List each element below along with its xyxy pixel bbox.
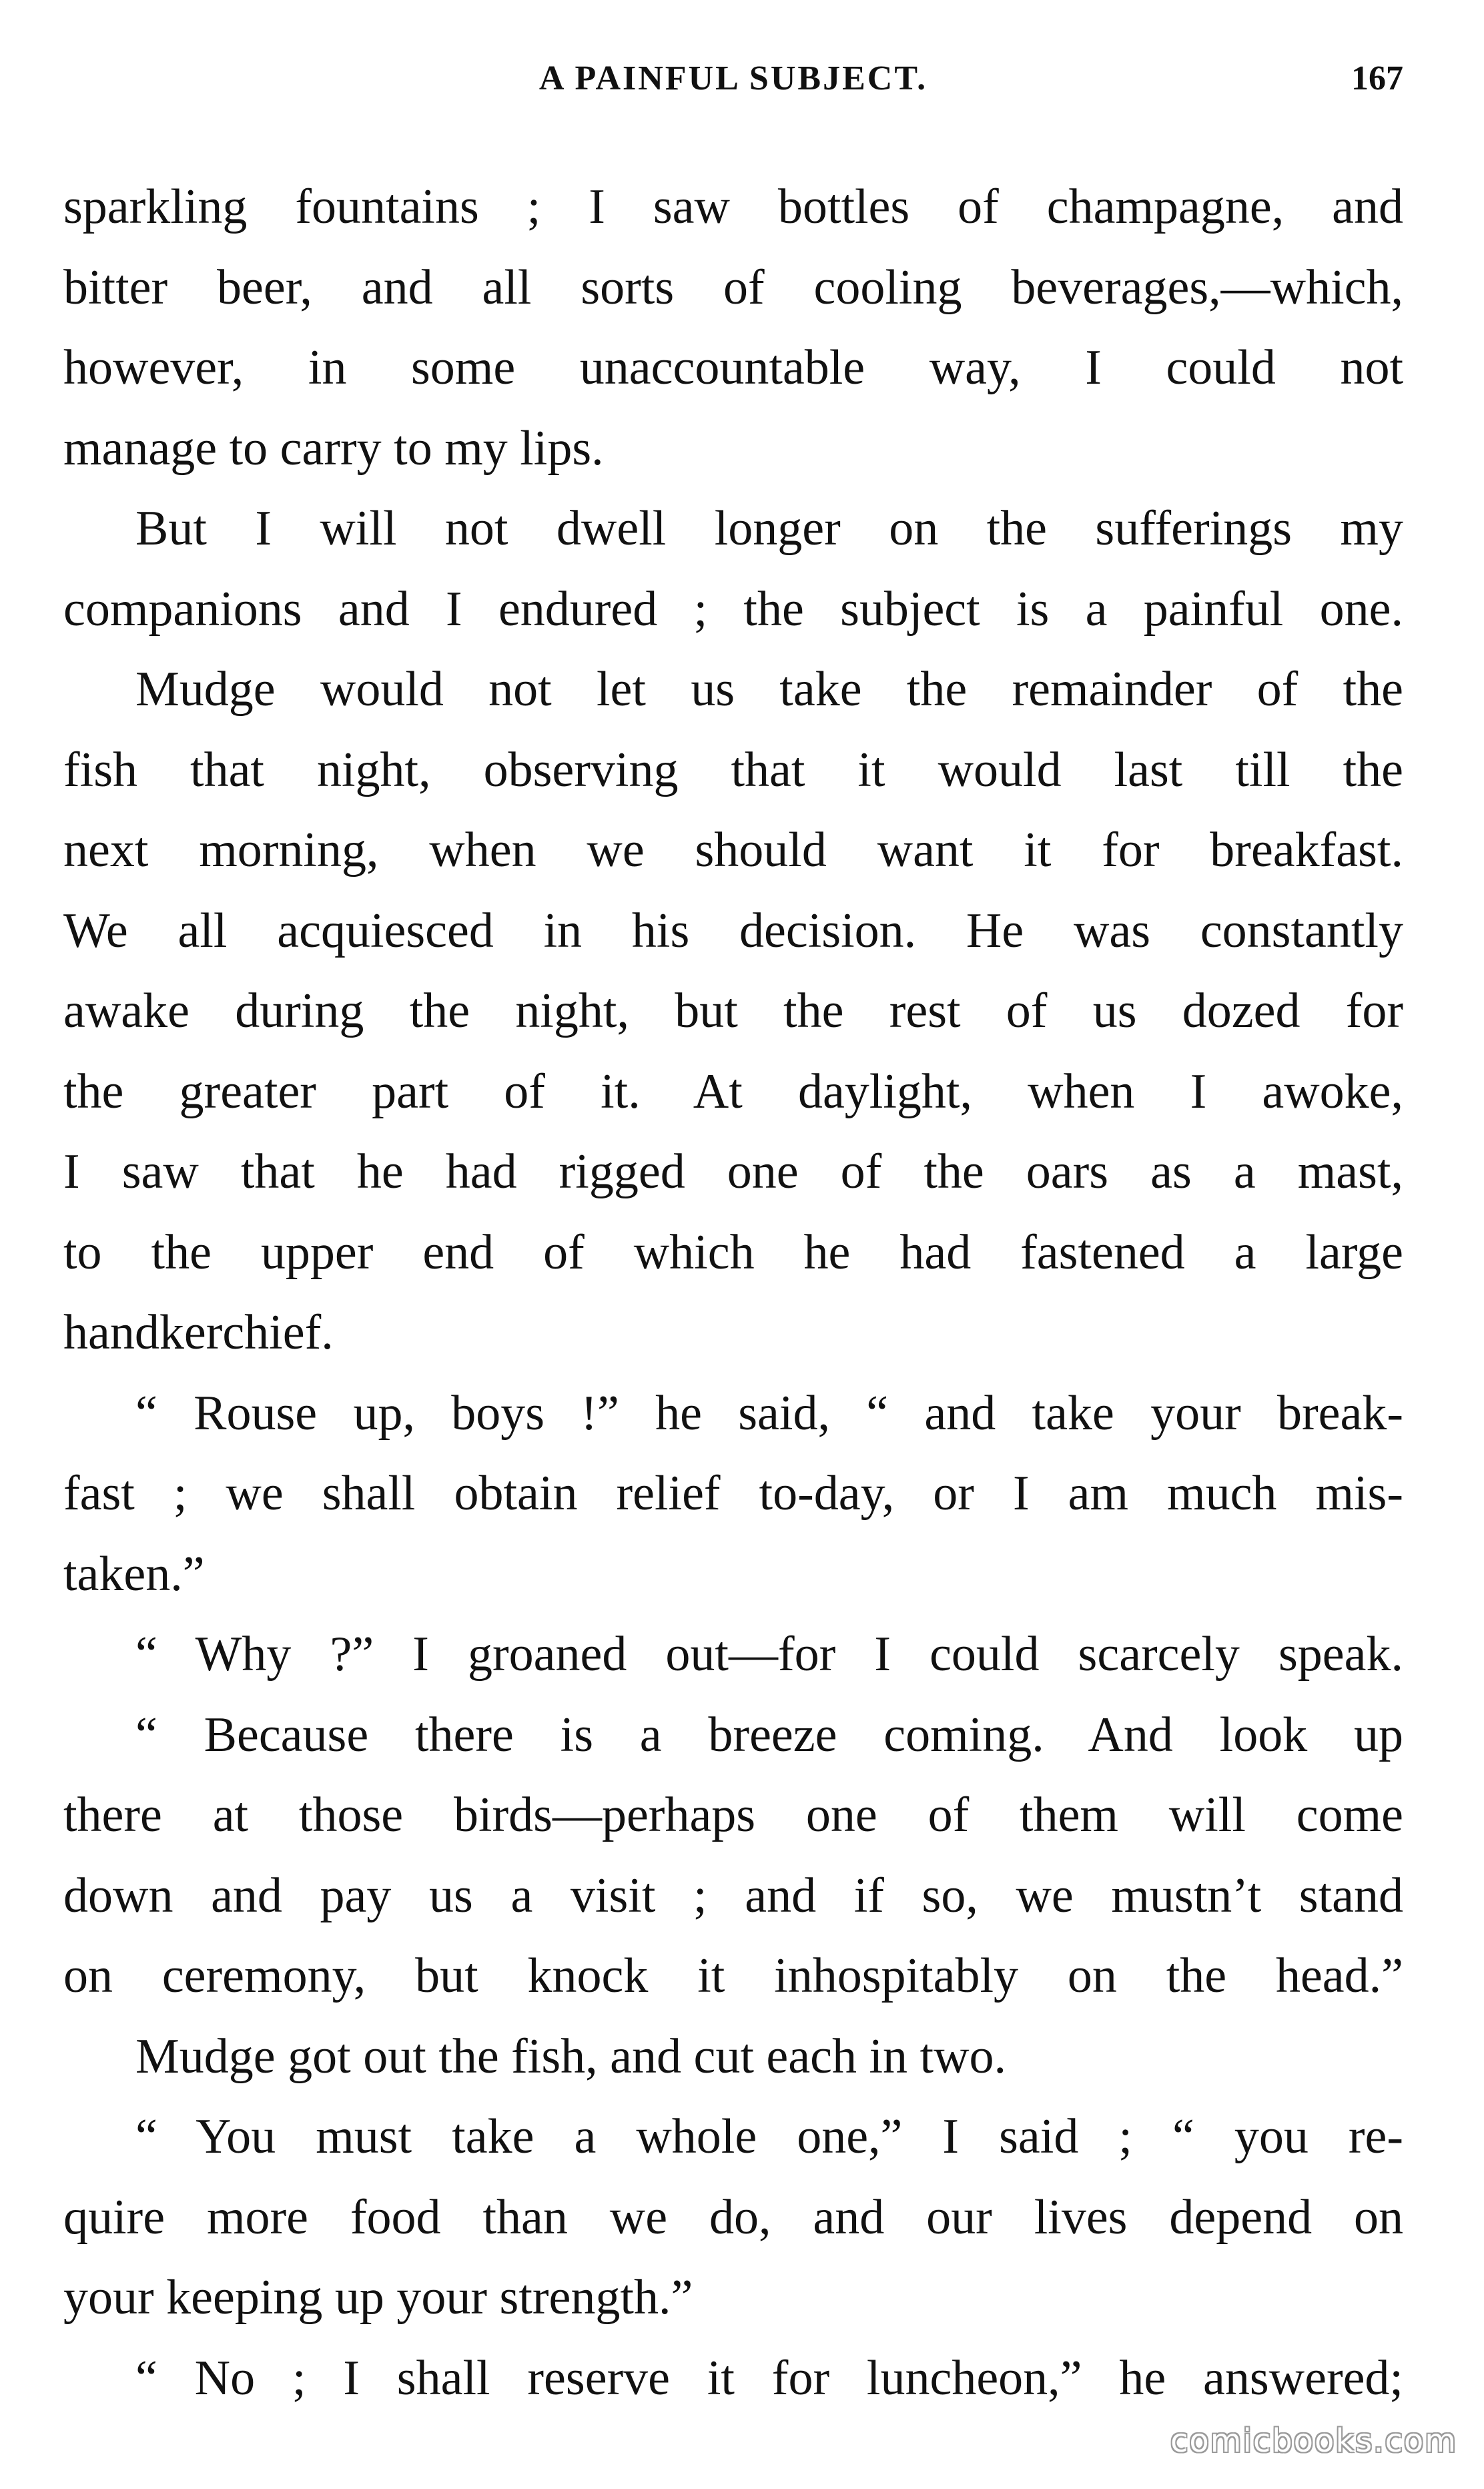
- text-line: fish that night, observing that it would last till the: [63, 742, 1403, 797]
- text-line: I saw that he had rigged one of the oars as a mast,: [63, 1144, 1403, 1199]
- text-line: however, in some unaccountable way, I could not: [63, 340, 1403, 395]
- text-line: quire more food than we do, and our lives depend on: [63, 2189, 1403, 2245]
- running-title: A PAINFUL SUBJECT.: [538, 59, 928, 97]
- text-line: We all acquiesced in his decision. He was constantly: [63, 903, 1403, 958]
- text-line: there at those birds—perhaps one of them will come: [63, 1788, 1403, 1842]
- text-line: handkerchief.: [63, 1305, 334, 1360]
- text-line: Mudge would not let us take the remainder of the: [135, 662, 1403, 717]
- text-line: But I will not dwell longer on the sufferings my: [135, 501, 1403, 556]
- text-line: your keeping up your strength.”: [63, 2270, 693, 2325]
- text-line: “ You must take a whole one,” I said ; “ you re-: [135, 2109, 1403, 2164]
- text-line: taken.”: [63, 1546, 205, 1602]
- text-line: “ Because there is a breeze coming. And look up: [135, 1707, 1403, 1762]
- text-line: manage to carry to my lips.: [63, 420, 604, 476]
- running-head: [63, 59, 1403, 112]
- text-line: “ Why ?” I groaned out—for I could scarcely speak.: [135, 1627, 1403, 1682]
- text-line: on ceremony, but knock it inhospitably on the head.”: [63, 1948, 1403, 2003]
- text-line: next morning, when we should want it for breakfast.: [63, 823, 1403, 877]
- page-number: 167: [1351, 59, 1403, 97]
- text-line: “ Rouse up, boys !” he said, “ and take your break-: [135, 1385, 1403, 1441]
- text-line: awake during the night, but the rest of us dozed for: [63, 984, 1403, 1038]
- text-line: down and pay us a visit ; and if so, we mustn’t stand: [63, 1868, 1403, 1923]
- text-line: companions and I endured ; the subject is a painful one.: [63, 581, 1403, 637]
- text-line: the greater part of it. At daylight, when I awoke,: [63, 1064, 1403, 1119]
- text-line: “ No ; I shall reserve it for luncheon,” he answered;: [135, 2350, 1403, 2406]
- text-line: fast ; we shall obtain relief to-day, or I am much mis-: [63, 1466, 1403, 1521]
- text-line: sparkling fountains ; I saw bottles of champagne, and: [63, 180, 1403, 234]
- text-line: bitter beer, and all sorts of cooling beverages,—which,: [63, 260, 1403, 315]
- body-text: [63, 167, 1403, 2418]
- watermark: comicbooks.com: [1170, 2422, 1457, 2460]
- text-line: to the upper end of which he had fastened a large: [63, 1224, 1403, 1280]
- text-line: Mudge got out the fish, and cut each in two.: [135, 2029, 1007, 2084]
